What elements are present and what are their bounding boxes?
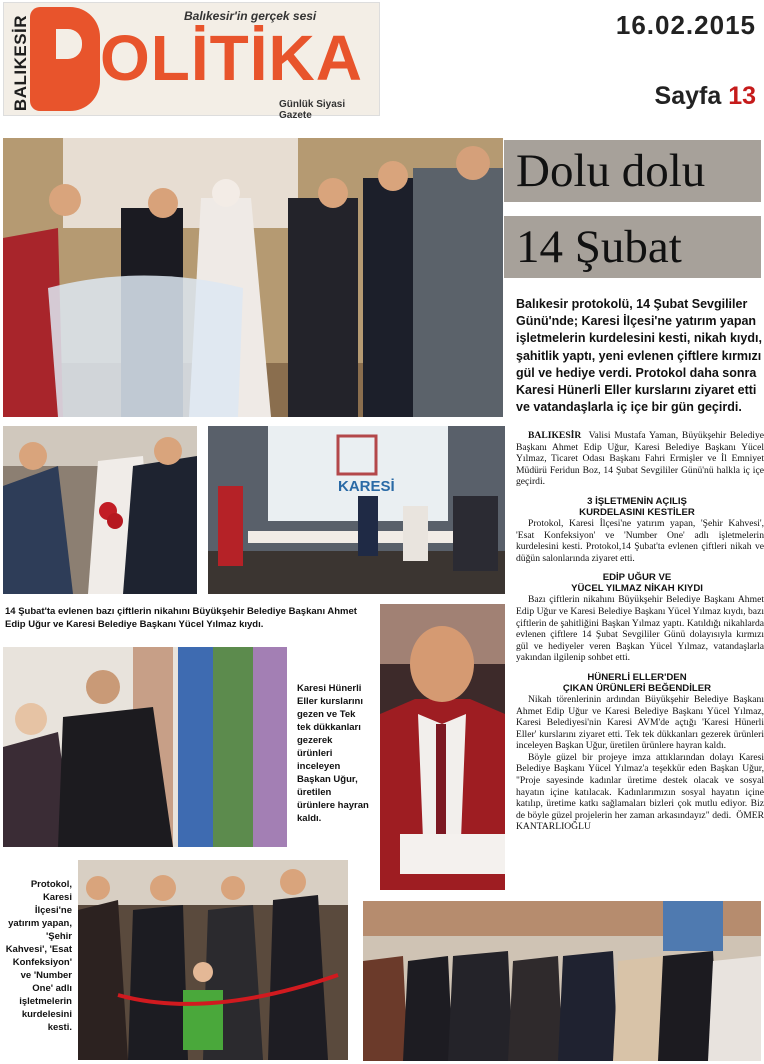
photo-rose-giving <box>3 426 197 594</box>
masthead-title: OLİTİKA <box>100 22 363 94</box>
caption-hunerli: Karesi Hünerli Eller kurslarını gezen ve Tek tek dükkanları gezerek ürünleri inceleyen Başkan Uğur, üretilen ürünlere hayran kaldı. <box>297 683 369 824</box>
headline-line-2: 14 Şubat <box>504 216 761 278</box>
masthead-side-label: BALIKESİR <box>11 14 30 112</box>
article-body <box>516 430 764 833</box>
masthead-slogan: Balıkesir'in gerçek sesi <box>184 9 317 23</box>
masthead <box>3 2 380 121</box>
paragraph-3: Nikah törenlerinin ardından Büyükşehir Belediye Başkanı Ahmet Edip Uğur ve Karesi Belediye Başkanı Yücel Yılmaz, Karesi Belediyesi'nin Karesi AVM'de açtığı 'Karesi Hünerli Eller' kurslarını ziyaret etti. Tek tek dükkanları gezerek ürünleri inceleyen Başkan Uğur, üretilen ürünlere hayran kaldı. <box>516 693 764 752</box>
paragraph-1: Protokol, Karesi İlçesi'ne yatırım yapan, 'Şehir Kahvesi', 'Esat Konfeksiyon' ve 'Number One' adlı işletmelerin kurdelesini kesti. Protokol,14 Şubat'ta evlenen çiftleri nikah ve düğün salonlarında ziyaret etti. <box>516 517 764 564</box>
caption-ribbon: Protokol, Karesi İlçesi'ne yatırım yapan, 'Şehir Kahvesi', 'Esat Konfeksiyon' ve 'Number One' adlı işletmelerin kurdelesini kesti. <box>5 879 72 1033</box>
masthead-subtitle: Günlük Siyasi Gazete <box>279 99 346 121</box>
photo-hunerli-eller <box>3 647 287 847</box>
paragraph-4: Böyle güzel bir projeye imza attıklarından dolayı Karesi Belediye Başkanı Yücel Yılmaz'a teşekkür eden Başkan Uğur, "Proje sayesinde kadınlar üretime destek olacak ve sosyal hayatın içine katılacak. Kadınlarımızın sosyal hayatın içine katılıp, üretime katkı sağlamaları bizleri çok mutlu ediyor. Biz de böyle güzel projelerin her zaman arkasındayız" dedi. ÖMER KANTARLIOĞLU <box>516 751 764 833</box>
issue-date: 16.02.2015 <box>615 10 756 40</box>
photo-karesi-hall <box>208 426 505 594</box>
author-name: ÖMER KANTARLIOĞLU <box>516 809 764 833</box>
photo-ribbon-cutting <box>78 860 348 1060</box>
caption-wedding: 14 Şubat'ta evlenen bazı çiftlerin nikahını Büyükşehir Belediye Başkanı Ahmet Edip Uğur ve Karesi Belediye Başkanı Yücel Yılmaz kıydı. <box>5 606 357 630</box>
subheading-1: 3 İŞLETMENİN AÇILIŞ KURDELASINI KESTİLER <box>579 495 695 518</box>
article-intro: BALIKESİR Valisi Mustafa Yaman, Büyükşehir Belediye Başkanı Ahmet Edip Uğur, Karesi Belediye Başkanı Yücel Yılmaz, Ticaret Odası Başkanı Fahri Ermişler ve İl Emniyet Müdürü Feridun Boz, 14 Şubat Sevgililer Günü'nü halkla iç içe geçirdi. <box>516 430 764 488</box>
photo-wedding-ceremony <box>3 138 503 417</box>
masthead-p-logo <box>30 7 100 111</box>
karesi-sign-text: KARESİ <box>338 478 395 495</box>
page-number: Sayfa 13 <box>654 82 756 110</box>
subheading-2: EDİP UĞUR VE YÜCEL YILMAZ NİKAH KIYDI <box>571 572 703 595</box>
photo-group <box>363 901 761 1061</box>
headline-line-1: Dolu dolu <box>504 140 761 202</box>
paragraph-2: Bazı çiftlerin nikahını Büyükşehir Belediye Başkanı Ahmet Edip Uğur ve Karesi Belediye Başkanı Yücel Yılmaz kıydı, bazı çiftlerin de şahitliğini Başkan Yılmaz yaptı. Katıldığı nikahlarda evlenen çiftlere 14 Şubat Sevgililer Günü dolayısıyla kırmızı gül ve hediyeler veren Başkan Yücel Yılmaz, vatandaşlarla yakından ilgilenip sohbet etti. <box>516 594 764 664</box>
subheading-3: HÜNERLİ ELLER'DEN ÇIKAN ÜRÜNLERİ BEĞENDİLER <box>562 671 712 694</box>
lead-paragraph: Balıkesir protokolü, 14 Şubat Sevgililer Günü'nde; Karesi İlçesi'ne yatırım yapan işletmelerin kurdelesini kesti, nikah kıydı, şahitlik yaptı, yeni evlenen çiftlere kırmızı gül ve hediye verdi. Protokol daha sonra Karesi Hünerli Eller kurslarını ziyaret etti ve vatandaşlarla iç içe bir gün geçirdi. <box>516 297 762 415</box>
photo-portrait-signing <box>380 604 505 890</box>
